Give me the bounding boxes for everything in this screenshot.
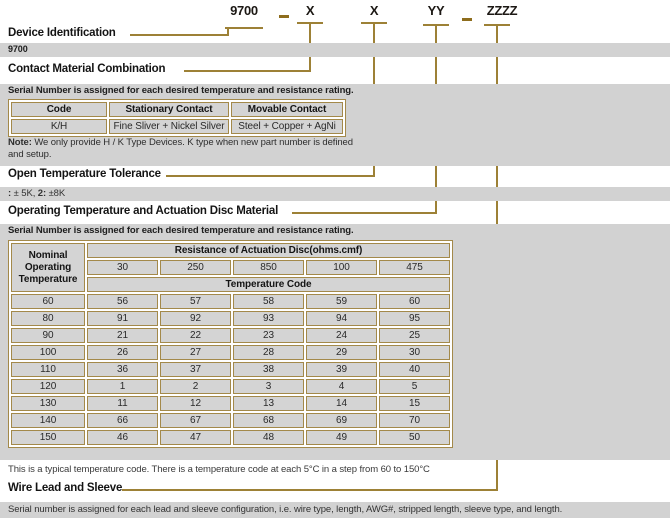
temp-code-cell: 95 bbox=[379, 311, 450, 326]
connector-line-wire bbox=[122, 489, 498, 491]
temp-code-cell: 14 bbox=[306, 396, 377, 411]
temp-code-cell: 60 bbox=[379, 294, 450, 309]
temp-code-cell: 24 bbox=[306, 328, 377, 343]
temperature-code-table bbox=[8, 240, 453, 448]
contact-table-data-row bbox=[11, 119, 343, 134]
device-id-value: 9700 bbox=[8, 44, 28, 54]
temp-code-cell: 39 bbox=[306, 362, 377, 377]
temp-code-cell: 68 bbox=[233, 413, 304, 428]
resistance-header: Resistance of Actuation Disc(ohms.cmf) bbox=[87, 243, 450, 258]
nominal-temp-cell: 100 bbox=[11, 345, 85, 360]
heading-wire-lead: Wire Lead and Sleeve bbox=[8, 482, 123, 494]
temp-code-cell: 92 bbox=[160, 311, 231, 326]
temp-code-cell: 3 bbox=[233, 379, 304, 394]
contact-table-header-row bbox=[11, 102, 343, 117]
contact-header-movable: Movable Contact bbox=[231, 102, 343, 117]
temp-code-cell: 25 bbox=[379, 328, 450, 343]
contact-header-stationary: Stationary Contact bbox=[109, 102, 229, 117]
temp-code-tbody bbox=[11, 294, 450, 445]
band-device-id-value bbox=[0, 43, 670, 57]
temp-code-cell: 57 bbox=[160, 294, 231, 309]
nominal-temp-cell: 80 bbox=[11, 311, 85, 326]
temp-corner-header: Nominal Operating Temperature bbox=[11, 243, 85, 292]
temp-code-row bbox=[11, 294, 450, 309]
temp-code-cell: 48 bbox=[233, 430, 304, 445]
temp-code-cell: 40 bbox=[379, 362, 450, 377]
temp-code-row bbox=[11, 345, 450, 360]
nominal-temp-cell: 60 bbox=[11, 294, 85, 309]
temp-code-cell: 13 bbox=[233, 396, 304, 411]
resistance-value-cell: 850 bbox=[233, 260, 304, 275]
resistance-value-cell: 250 bbox=[160, 260, 231, 275]
temp-code-row bbox=[11, 311, 450, 326]
tolerance-b1: : bbox=[8, 188, 12, 199]
connector-line-device bbox=[225, 27, 263, 29]
temp-code-cell: 69 bbox=[306, 413, 377, 428]
temp-code-cell: 27 bbox=[160, 345, 231, 360]
temp-code-row bbox=[11, 379, 450, 394]
contact-note-label: Note: bbox=[8, 137, 32, 148]
connector-line-contact bbox=[184, 70, 311, 72]
temp-code-cell: 29 bbox=[306, 345, 377, 360]
band-wire-lead bbox=[0, 502, 670, 518]
resistance-value-cell: 100 bbox=[306, 260, 377, 275]
temperature-code-header: Temperature Code bbox=[87, 277, 450, 292]
heading-operating-temperature: Operating Temperature and Actuation Disc Material bbox=[8, 205, 279, 217]
temp-code-cell: 2 bbox=[160, 379, 231, 394]
temp-code-cell: 21 bbox=[87, 328, 158, 343]
temp-code-row bbox=[11, 396, 450, 411]
pn-segment-wire-code: ZZZZ bbox=[486, 3, 518, 18]
contact-movable-cell: Steel + Copper + AgNi bbox=[231, 119, 343, 134]
temp-code-cell: 22 bbox=[160, 328, 231, 343]
pn-separator-dash bbox=[279, 15, 289, 18]
temp-code-cell: 59 bbox=[306, 294, 377, 309]
temp-code-cell: 91 bbox=[87, 311, 158, 326]
nominal-temp-cell: 140 bbox=[11, 413, 85, 428]
temp-code-cell: 30 bbox=[379, 345, 450, 360]
temp-code-cell: 67 bbox=[160, 413, 231, 428]
tolerance-value bbox=[8, 188, 65, 199]
nominal-temp-cell: 120 bbox=[11, 379, 85, 394]
nominal-temp-cell: 150 bbox=[11, 430, 85, 445]
temp-code-cell: 49 bbox=[306, 430, 377, 445]
tolerance-t1: ± 5K, bbox=[11, 188, 38, 199]
contact-material-table bbox=[8, 99, 346, 137]
temp-code-cell: 47 bbox=[160, 430, 231, 445]
connector-line-device bbox=[130, 34, 229, 36]
band-tolerance-value bbox=[0, 187, 670, 201]
temp-code-row bbox=[11, 430, 450, 445]
temp-code-cell: 1 bbox=[87, 379, 158, 394]
temp-code-row bbox=[11, 362, 450, 377]
contact-stationary-cell: Fine Sliver + Nickel Silver bbox=[109, 119, 229, 134]
contact-serial-note: Serial Number is assigned for each desired temperature and resistance rating. bbox=[8, 85, 354, 96]
pn-segment-contact-code: X bbox=[305, 3, 315, 18]
pn-separator-dash bbox=[462, 18, 472, 21]
temp-code-cell: 94 bbox=[306, 311, 377, 326]
contact-note bbox=[8, 137, 358, 161]
temp-code-cell: 23 bbox=[233, 328, 304, 343]
temp-code-cell: 38 bbox=[233, 362, 304, 377]
temp-code-cell: 37 bbox=[160, 362, 231, 377]
temp-code-cell: 26 bbox=[87, 345, 158, 360]
tolerance-t2: ±8K bbox=[46, 188, 66, 199]
pn-segment-temperature-code: YY bbox=[427, 3, 445, 18]
tolerance-b2: 2: bbox=[37, 188, 47, 199]
wire-lead-serial-note: Serial number is assigned for each lead and sleeve configuration, i.e. wire type, length, AWG#, stripped length, sleeve type, and length. bbox=[8, 504, 563, 515]
temp-code-cell: 66 bbox=[87, 413, 158, 428]
temp-code-cell: 70 bbox=[379, 413, 450, 428]
contact-note-text: We only provide H / K Type Devices. K type when new part number is defined and setup. bbox=[8, 137, 353, 160]
temperature-code-footnote: This is a typical temperature code. There is a temperature code at each 5°C in a step from 60 to 150°C bbox=[8, 464, 430, 475]
temp-code-cell: 28 bbox=[233, 345, 304, 360]
temp-code-cell: 5 bbox=[379, 379, 450, 394]
nominal-temp-cell: 130 bbox=[11, 396, 85, 411]
nominal-temp-cell: 110 bbox=[11, 362, 85, 377]
temp-code-cell: 36 bbox=[87, 362, 158, 377]
temp-code-cell: 12 bbox=[160, 396, 231, 411]
temp-code-cell: 46 bbox=[87, 430, 158, 445]
band-operating-temperature bbox=[0, 224, 670, 460]
temp-code-cell: 4 bbox=[306, 379, 377, 394]
temp-table-header-row bbox=[11, 243, 450, 258]
temp-code-row bbox=[11, 413, 450, 428]
nominal-temp-cell: 90 bbox=[11, 328, 85, 343]
contact-header-code: Code bbox=[11, 102, 107, 117]
contact-code-cell: K/H bbox=[11, 119, 107, 134]
temp-code-row bbox=[11, 328, 450, 343]
heading-open-temperature-tolerance: Open Temperature Tolerance bbox=[8, 168, 161, 180]
temp-code-cell: 50 bbox=[379, 430, 450, 445]
band-contact-material bbox=[0, 84, 670, 166]
temp-code-cell: 58 bbox=[233, 294, 304, 309]
heading-contact-material: Contact Material Combination bbox=[8, 63, 166, 75]
pn-segment-device: 9700 bbox=[230, 3, 258, 18]
pn-segment-tolerance-code: X bbox=[369, 3, 379, 18]
temp-code-cell: 93 bbox=[233, 311, 304, 326]
heading-device-identification: Device Identification bbox=[8, 27, 116, 39]
resistance-value-cell: 30 bbox=[87, 260, 158, 275]
temp-code-cell: 56 bbox=[87, 294, 158, 309]
temp-code-cell: 15 bbox=[379, 396, 450, 411]
temp-code-cell: 11 bbox=[87, 396, 158, 411]
resistance-value-cell: 475 bbox=[379, 260, 450, 275]
connector-line-tolerance bbox=[166, 175, 375, 177]
operating-serial-note: Serial Number is assigned for each desired temperature and resistance rating. bbox=[8, 225, 354, 236]
connector-line-operating bbox=[292, 212, 437, 214]
